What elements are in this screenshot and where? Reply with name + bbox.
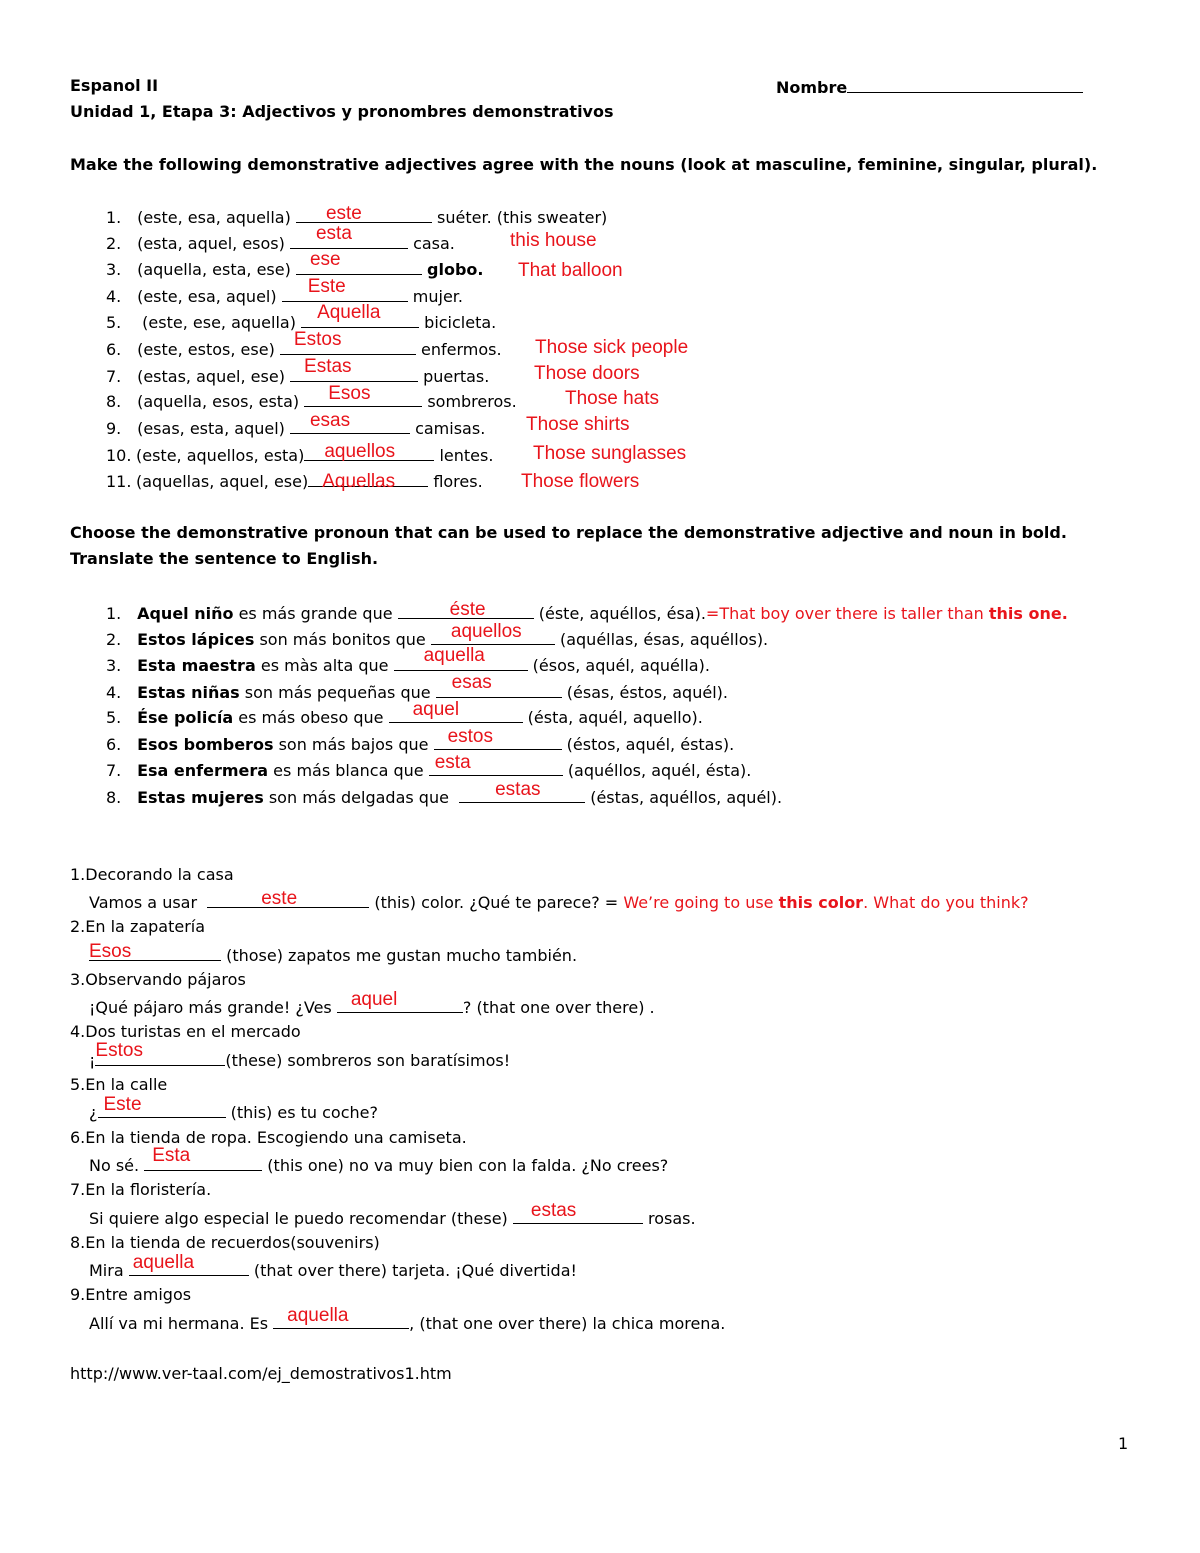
answer-blank — [296, 249, 422, 275]
list-item: 1. (este, esa, aquella) este suéter. (this sweater) — [106, 203, 608, 227]
part2-instructions-2: Translate the sentence to English. — [70, 549, 379, 568]
scenario-title: 7.En la floristería. — [70, 1180, 212, 1199]
answer-blank — [129, 1252, 249, 1276]
answer: Este — [307, 276, 346, 297]
answer-blank — [337, 989, 463, 1013]
course-title: Espanol II — [70, 76, 159, 95]
answer: Este — [103, 1094, 142, 1115]
answer: este — [325, 203, 362, 224]
scenario-sentence: ¡ Estos (these) sombreros son baratísimos! — [89, 1040, 511, 1070]
list-item: 9. (esas, esta, aquel) esas camisas. — [106, 410, 486, 438]
answer-blank — [434, 726, 562, 750]
answer-blank — [431, 621, 555, 645]
answer: estas — [530, 1200, 577, 1221]
scenario-sentence: No sé. Esta (this one) no va muy bien con la falda. ¿No crees? — [89, 1145, 669, 1175]
answer: Estos — [95, 1040, 143, 1061]
answer-blank — [89, 941, 221, 962]
answer-blank — [290, 223, 408, 249]
list-item: 7. Esa enfermera es más blanca que esta (aquéllos, aquél, ésta). — [106, 752, 752, 780]
scenario-title: 3.Observando pájaros — [70, 970, 246, 989]
answer: aquel — [412, 699, 460, 720]
list-item: 7. (estas, aquel, ese) Estas puertas. — [106, 356, 490, 386]
list-item: 10. (este, aquellos, esta) aquellos lentes. — [106, 441, 494, 465]
answer: aquella — [132, 1252, 195, 1273]
answer-blank — [296, 203, 432, 224]
answer: éste — [449, 599, 486, 620]
answer-blank — [429, 752, 563, 776]
scenario-title: 2.En la zapatería — [70, 917, 206, 936]
answer: esta — [434, 752, 471, 773]
part2-instructions: Choose the demonstrative pronoun that can be used to replace the demonstrative adjective and noun in bold. — [70, 523, 1067, 542]
scenario-title: 6.En la tienda de ropa. Escogiendo una camiseta. — [70, 1128, 467, 1147]
answer: esas — [451, 672, 492, 693]
unit-title: Unidad 1, Etapa 3: Adjectivos y pronombres demonstrativos — [70, 102, 614, 121]
scenario-sentence: Esos (those) zapatos me gustan mucho también. — [89, 941, 578, 965]
translation: Those sick people — [535, 337, 689, 358]
list-item: 4. Estas niñas son más pequeñas que esas (ésas, éstos, aquél). — [106, 672, 728, 702]
answer-blank — [301, 302, 419, 328]
answer-blank — [304, 441, 434, 462]
answer: Esos — [328, 383, 371, 404]
answer-blank — [459, 779, 585, 803]
answer: aquel — [350, 989, 398, 1010]
answer-blank — [280, 329, 416, 355]
list-item: 8. Estas mujeres son más delgadas que estas (éstas, aquéllos, aquél). — [106, 779, 783, 807]
name-field — [776, 76, 1083, 98]
name-blank — [847, 76, 1083, 93]
translation: this house — [510, 230, 597, 251]
answer-blank — [282, 276, 408, 302]
scenario-title: 4.Dos turistas en el mercado — [70, 1022, 301, 1041]
list-item: 6. Esos bomberos son más bajos que estos (éstos, aquél, éstas). — [106, 726, 735, 754]
answer-blank — [207, 888, 369, 909]
answer-blank — [436, 672, 562, 698]
list-item: 6. (este, estos, ese) Estos enfermos. — [106, 329, 502, 359]
scenario-sentence: ¿ Este (this) es tu coche? — [89, 1094, 378, 1122]
answer-blank — [304, 383, 422, 407]
answer-blank — [398, 599, 534, 620]
list-item: 5. Ése policía es más obeso que aquel (ésta, aquél, aquello). — [106, 699, 703, 727]
answer: Esta — [152, 1145, 191, 1166]
translation: Those flowers — [521, 471, 640, 492]
scenario-title: 9.Entre amigos — [70, 1285, 192, 1304]
answer-blank — [389, 699, 523, 723]
answer: aquella — [423, 645, 485, 666]
list-item: 3. (aquella, esta, ese) ese globo. — [106, 249, 484, 279]
answer: este — [261, 888, 298, 909]
answer: Estos — [293, 329, 342, 350]
answer-blank — [273, 1305, 409, 1329]
answer-blank — [98, 1094, 226, 1118]
answer: Aquella — [317, 302, 381, 323]
answer: aquellos — [450, 621, 522, 642]
scenario-sentence: Vamos a usar este (this) color. ¿Qué te parece? = We’re going to use this color. What do you think? — [89, 888, 1029, 912]
answer: Aquellas — [322, 471, 396, 492]
translation: That balloon — [518, 260, 623, 281]
translation: Those sunglasses — [533, 443, 687, 464]
part1-instructions: Make the following demonstrative adjectives agree with the nouns (look at masculine, feminine, singular, plural). — [70, 155, 1098, 174]
translation: Those shirts — [526, 414, 630, 435]
list-item: 2. (esta, aquel, esos) esta casa. — [106, 223, 455, 253]
answer-blank — [308, 470, 428, 492]
answer: Estas — [304, 356, 352, 377]
list-item: 3. Esta maestra es màs alta que aquella (ésos, aquél, aquélla). — [106, 645, 710, 675]
answer: esas — [309, 410, 351, 431]
list-item: 4. (este, esa, aquel) Este mujer. — [106, 276, 463, 306]
page-number: 1 — [1118, 1434, 1129, 1453]
list-item: 8. (aquella, esos, esta) Esos sombreros. — [106, 383, 517, 411]
answer-blank — [513, 1200, 643, 1224]
scenario-sentence: Allí va mi hermana. Es aquella , (that one over there) la chica morena. — [89, 1305, 726, 1333]
answer: estos — [447, 726, 493, 747]
name-label: Nombre — [776, 78, 848, 97]
scenario-title: 1.Decorando la casa — [70, 865, 234, 884]
answer-blank — [144, 1145, 262, 1171]
answer: esta — [315, 223, 352, 244]
list-item: 11. (aquellas, aquel, ese) Aquellas flores. — [106, 471, 483, 492]
answer-blank — [290, 356, 418, 382]
list-item: 5. (este, ese, aquella) Aquella bicicleta. — [106, 302, 497, 332]
scenario-sentence: ¡Qué pájaro más grande! ¿Ves aquel ? (that one over there) . — [89, 989, 655, 1017]
answer: Esos — [89, 941, 132, 962]
translation: Those doors — [534, 363, 640, 384]
answer-blank — [95, 1040, 225, 1066]
list-item: 1. Aquel niño es más grande que éste (éste, aquéllos, ésa).=That boy over there is taller than this one. — [106, 599, 1068, 623]
scenario-sentence: Mira aquella (that over there) tarjeta. ¡Qué divertida! — [89, 1252, 577, 1280]
answer: aquellos — [324, 441, 396, 462]
answer: estas — [495, 779, 541, 800]
answer-blank — [290, 410, 410, 434]
answer: ese — [309, 249, 341, 270]
scenario-title: 5.En la calle — [70, 1075, 168, 1094]
scenario-title: 8.En la tienda de recuerdos(souvenirs) — [70, 1233, 380, 1252]
answer: aquella — [287, 1305, 349, 1326]
answer-blank — [394, 645, 528, 671]
list-item: 2. Estos lápices son más bonitos que aquellos (aquéllas, ésas, aquéllos). — [106, 621, 769, 649]
scenario-sentence: Si quiere algo especial le puedo recomendar (these) estas rosas. — [89, 1200, 696, 1228]
translation: Those hats — [565, 388, 659, 409]
source-link[interactable]: http://www.ver-taal.com/ej_demostrativos1.htm — [70, 1364, 452, 1383]
